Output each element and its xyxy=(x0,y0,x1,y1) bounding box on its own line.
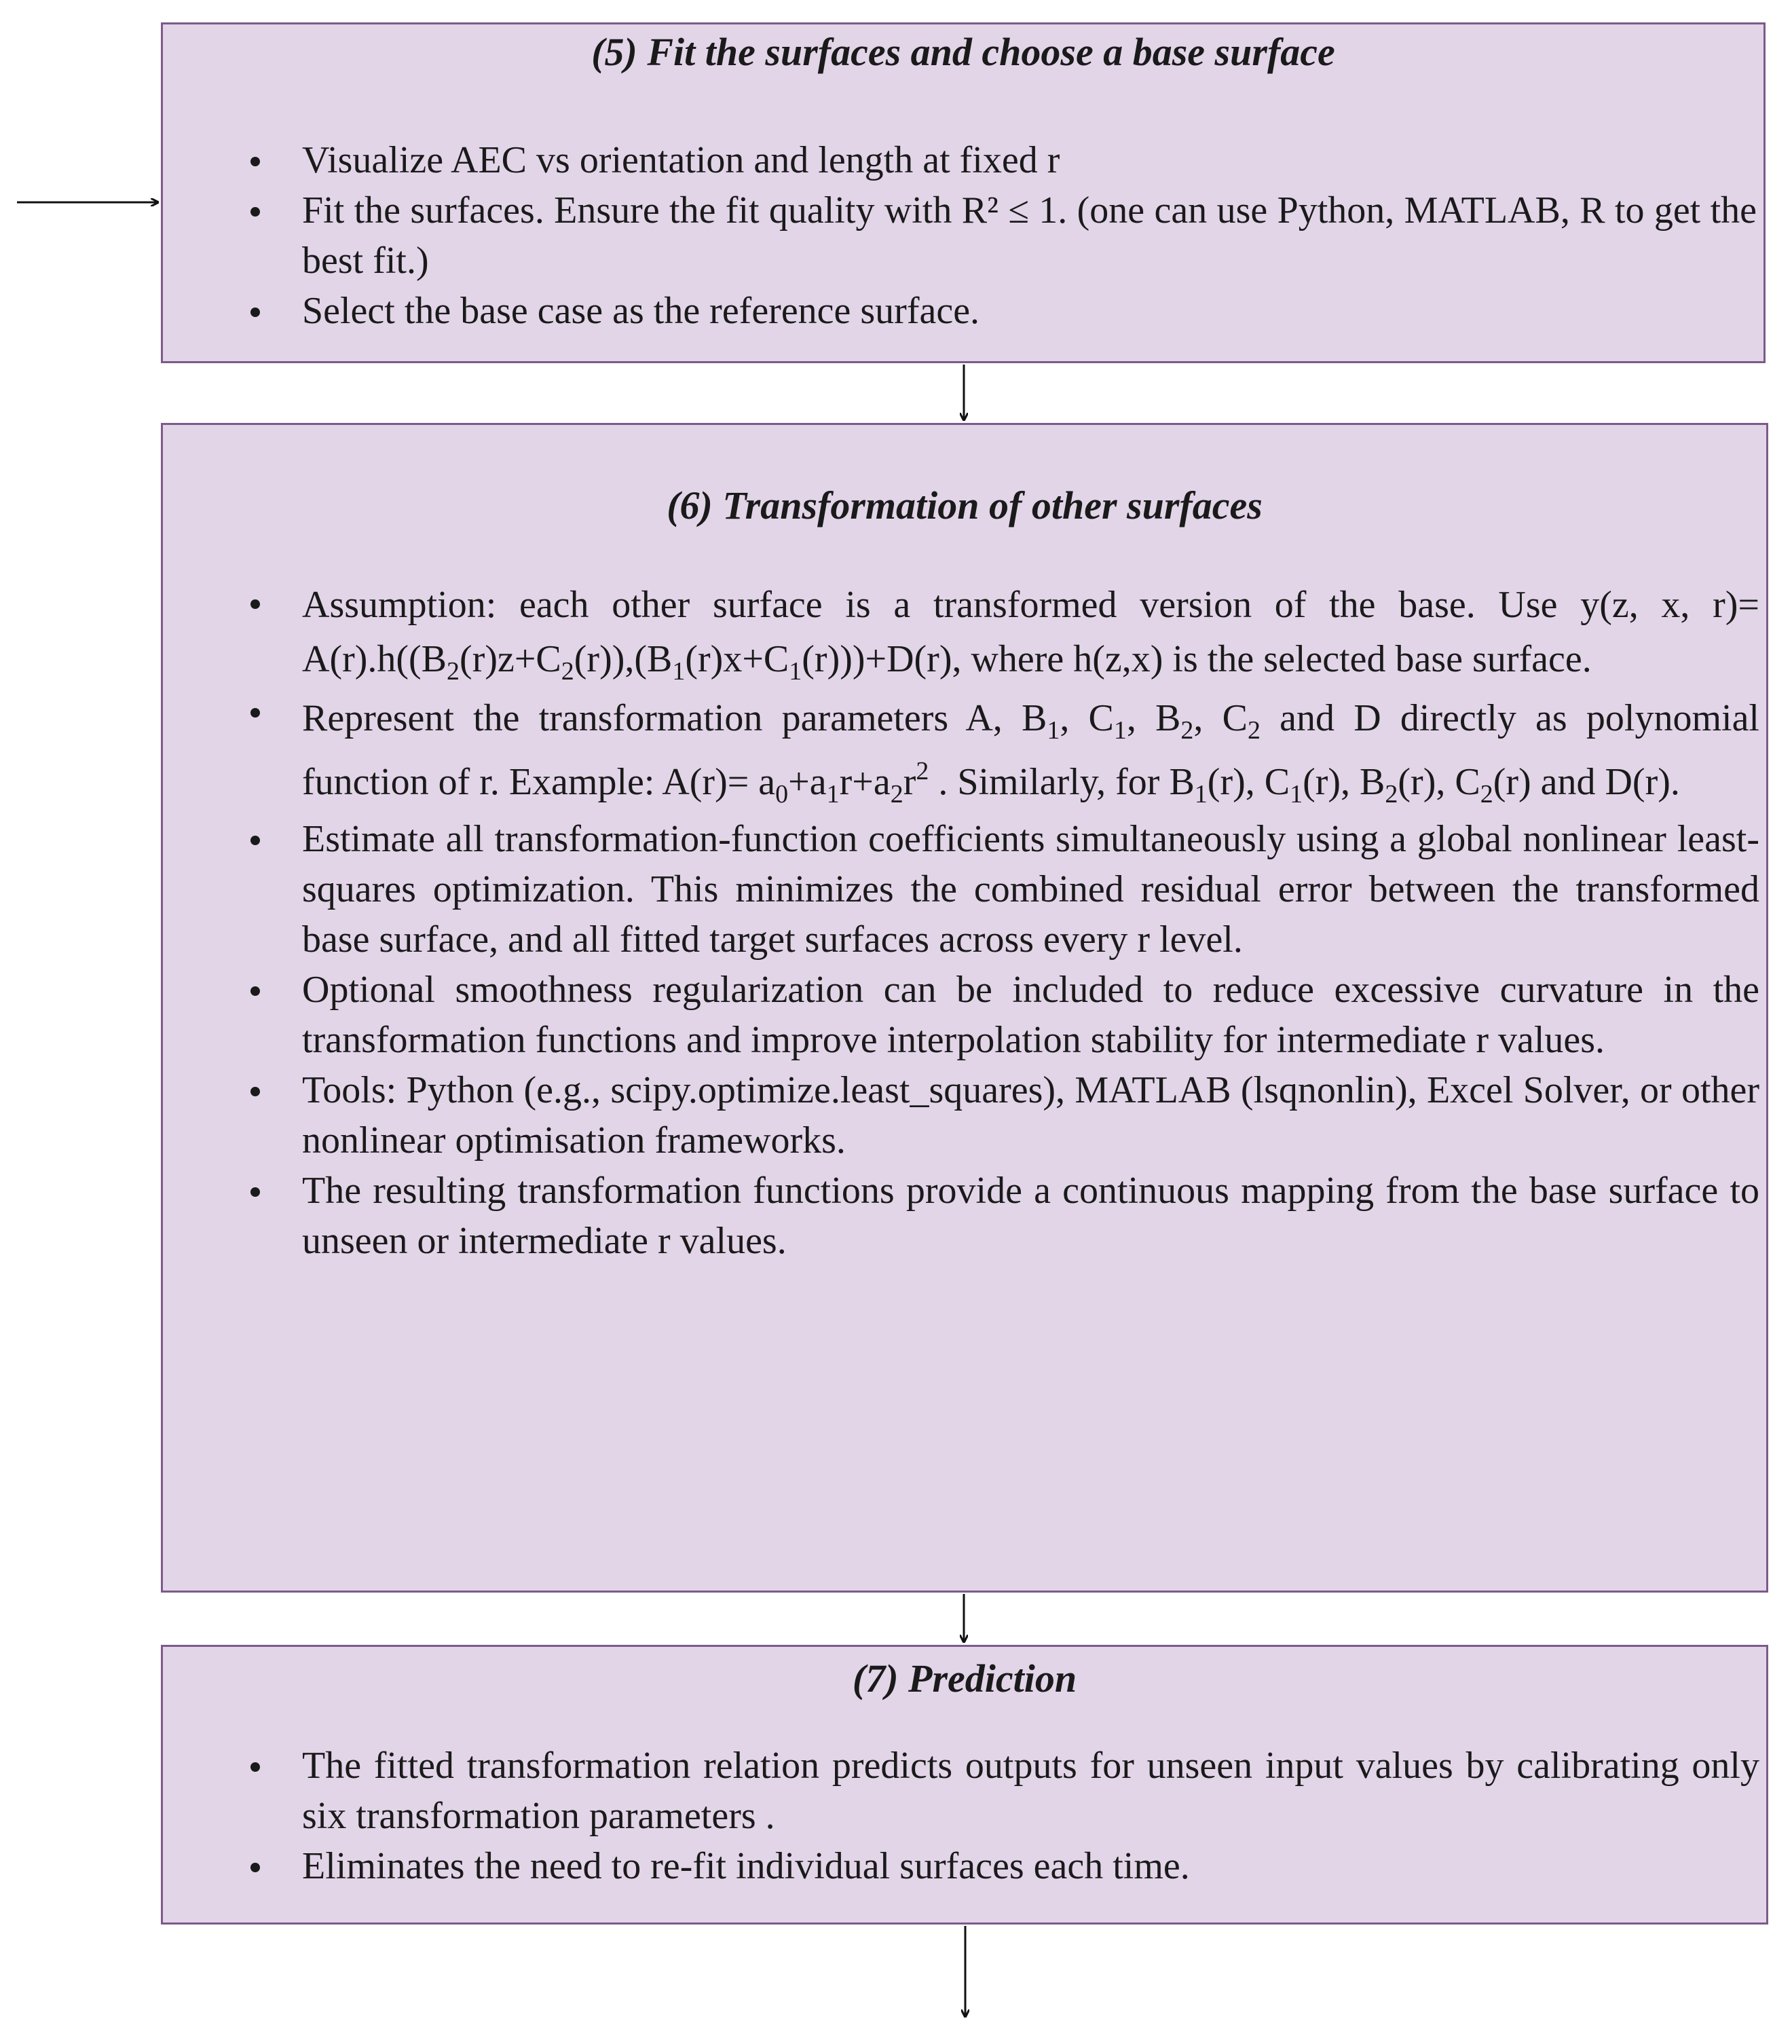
list-item: The resulting transformation functions provide a continuous mapping from the base surface to unseen or intermediate r values. xyxy=(245,1166,1759,1266)
list-item: Optional smoothness regularization can be included to reduce excessive curvature in the transformation functions and improve interpolation stability for intermediate r values. xyxy=(245,965,1759,1065)
list-item: Estimate all transformation-function coefficients simultaneously using a global nonlinear least-squares optimization. This minimizes the combined residual error between the transformed base surface, and all fitted target surfaces across every r level. xyxy=(245,814,1759,965)
list-item: Select the base case as the reference surface. xyxy=(245,286,1757,336)
step-7-box xyxy=(161,1645,1768,1925)
step-6-title: (6) Transformation of other surfaces xyxy=(667,483,1263,527)
step-5-box xyxy=(161,22,1766,363)
step-5-title: (5) Fit the surfaces and choose a base surface xyxy=(591,30,1335,74)
list-item: Visualize AEC vs orientation and length at fixed r xyxy=(245,135,1757,185)
step-7-title: (7) Prediction xyxy=(852,1656,1077,1701)
step-5-bullets xyxy=(245,135,1757,336)
list-item: Assumption: each other surface is a transformed version of the base. Use y(z, x, $r)= A(r).h((B_2(r)z+C_2(r)),(B_1(r)x+C_1(r)))+D(r)$, where h(z,x) is the selected base surface. xyxy=(245,578,1759,686)
list-item: The fitted transformation relation predicts outputs for unseen input values by calibrating only six transformation parameters . xyxy=(245,1741,1759,1841)
list-item: Tools: Python (e.g., scipy.optimize.least_squares), MATLAB (lsqnonlin), Excel Solver, or other nonlinear optimisation frameworks. xyxy=(245,1065,1759,1166)
list-item: Fit the surfaces. Ensure the fit quality with R² ≤ 1. (one can use Python, MATLAB, R to get the best fit.) xyxy=(245,185,1757,286)
step-7-bullets xyxy=(245,1741,1759,1891)
step-6-bullets xyxy=(245,578,1759,1266)
list-item: Eliminates the need to re-fit individual surfaces each time. xyxy=(245,1841,1759,1891)
step-6-box xyxy=(161,423,1768,1593)
list-item: Represent the transformation parameters A, $B_1$, $C_1$, $B_2$, $C_2$ and D directly as polynomial function of r. Example: $A(r)= a_0+a_1r+a_2r^2$ . Similarly, for $B_1(r)$, $C_1(r)$, $B_2(r)$, $C_2(r)$ and D(r). xyxy=(245,686,1759,814)
